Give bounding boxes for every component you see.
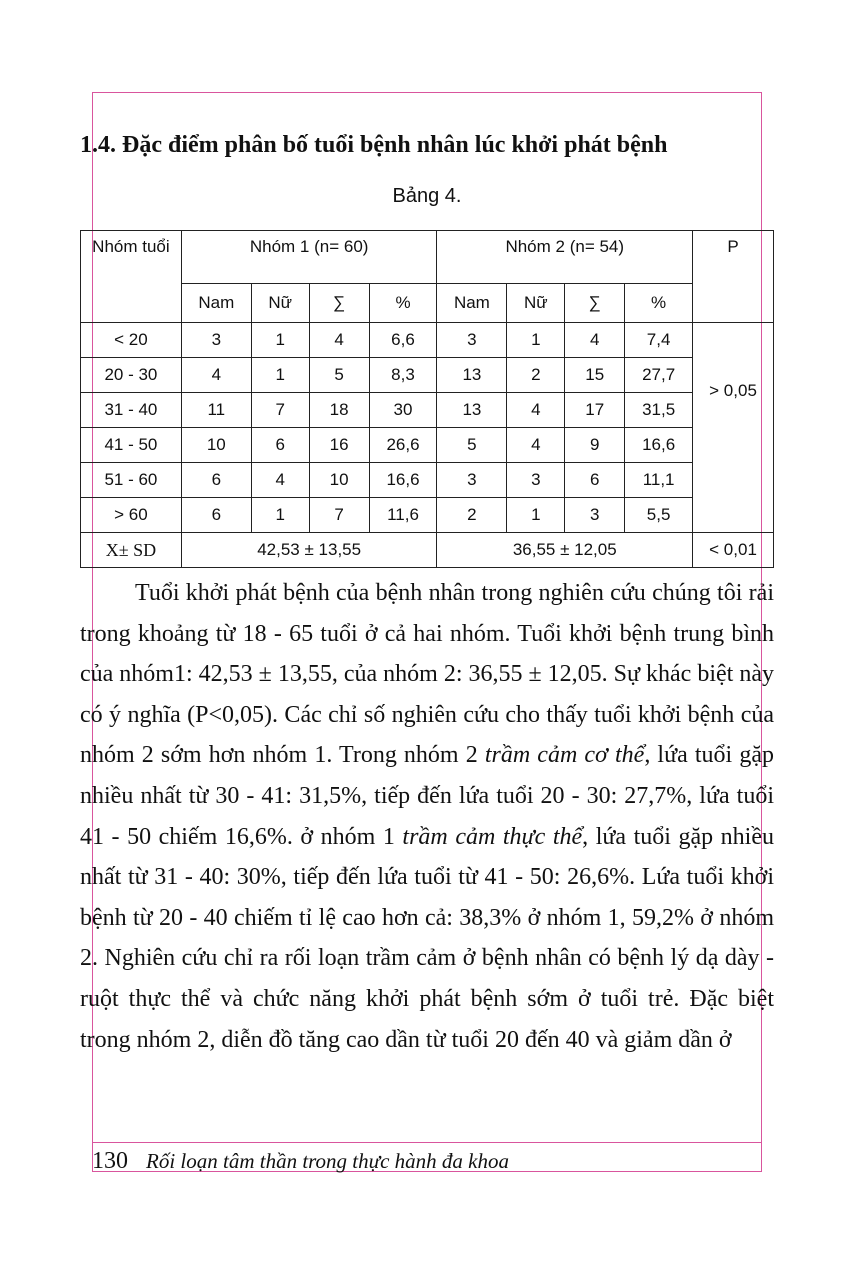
table-cell: 31,5: [625, 393, 693, 428]
table-cell: 17: [565, 393, 625, 428]
table-cell: 7: [309, 498, 369, 533]
table-cell: 13: [437, 358, 507, 393]
table-caption: Bảng 4.: [392, 185, 462, 207]
table-cell: 1: [251, 358, 309, 393]
subheader: Nam: [437, 284, 507, 323]
table-row: [81, 358, 774, 393]
row-header: Nhóm tuổi: [81, 231, 182, 323]
table-cell: 13: [437, 393, 507, 428]
body-italic-term: trầm cảm thực thể: [402, 823, 583, 850]
body-italic-term: trầm cảm cơ thể: [484, 742, 645, 769]
table-cell: 2: [437, 498, 507, 533]
page-footer: [92, 1148, 509, 1175]
running-title: Rối loạn tâm thần trong thực hành đa khoa: [146, 1149, 509, 1173]
page-number: 130: [92, 1148, 128, 1174]
table-cell: > 60: [81, 498, 182, 533]
table-cell: 11: [181, 393, 251, 428]
table-cell: 3: [507, 463, 565, 498]
table-cell: 4: [507, 393, 565, 428]
group1-header: Nhóm 1 (n= 60): [181, 231, 437, 284]
p-value-sd: < 0,01: [693, 533, 774, 568]
table-row-summary: [81, 533, 774, 568]
table-cell: 5: [309, 358, 369, 393]
body-text-run: Tuổi khởi phát bệnh của bệnh nhân trong nghiên cứu chúng tôi rải trong khoảng từ 18 - 65 tuổi ở cả hai nhóm. Tuổi khởi bệnh trung bình của nhóm1: 42,53 ± 13,55, của nhóm 2: 36,55 ± 12,05. Sự khác biệt này có ý nghĩa (P<0,05). Các chỉ số nghiên cứu cho thấy tuổi khởi bệnh của nhóm 2 sớm hơn nhóm 1. Trong nhóm 2: [80, 580, 774, 769]
table-cell: 18: [309, 393, 369, 428]
table-cell: 4: [181, 358, 251, 393]
table-cell: 16,6: [369, 463, 437, 498]
table-cell: 1: [251, 323, 309, 358]
mean-sd-group2: 36,55 ± 12,05: [437, 533, 693, 568]
table-cell: 7,4: [625, 323, 693, 358]
table-cell: 6: [251, 428, 309, 463]
mean-sd-group1: 42,53 ± 13,55: [181, 533, 437, 568]
table-cell: 6: [565, 463, 625, 498]
table-cell: 3: [565, 498, 625, 533]
age-distribution-table: [80, 230, 774, 568]
table-cell: 26,6: [369, 428, 437, 463]
table-row: [81, 428, 774, 463]
table-cell: 4: [251, 463, 309, 498]
table-cell: < 20: [81, 323, 182, 358]
table-cell: 8,3: [369, 358, 437, 393]
table-cell: 6: [181, 498, 251, 533]
section-heading: 1.4. Đặc điểm phân bố tuổi bệnh nhân lúc khởi phát bệnh: [80, 132, 668, 158]
table-cell: 41 - 50: [81, 428, 182, 463]
table-cell: 51 - 60: [81, 463, 182, 498]
body-text-run: , lứa tuổi gặp nhiều nhất từ 30 - 41: 31,5%, tiếp đến lứa tuổi 20 - 30: 27,7%, lứa tuổi 41 - 50 chiếm 16,6%. ở nhóm 1: [80, 742, 774, 850]
table-cell: 20 - 30: [81, 358, 182, 393]
subheader: ∑: [565, 284, 625, 323]
mean-sd-label: X± SD: [81, 533, 182, 568]
table-cell: 10: [181, 428, 251, 463]
subheader: ∑: [309, 284, 369, 323]
table-cell: 27,7: [625, 358, 693, 393]
table-cell: 3: [181, 323, 251, 358]
table-cell: 11,6: [369, 498, 437, 533]
table-row: [81, 498, 774, 533]
table-cell: 4: [565, 323, 625, 358]
table-row: [81, 323, 774, 358]
subheader: Nữ: [251, 284, 309, 323]
subheader: Nữ: [507, 284, 565, 323]
subheader: Nam: [181, 284, 251, 323]
layout-guide: [92, 1142, 762, 1143]
table-cell: 4: [507, 428, 565, 463]
table-cell: 9: [565, 428, 625, 463]
body-text-run: , lứa tuổi gặp nhiều nhất từ 31 - 40: 30%, tiếp đến lứa tuổi từ 41 - 50: 26,6%. Lứa tuổi khởi bệnh từ 20 - 40 chiếm tỉ lệ cao hơn cả: 38,3% ở nhóm 1, 59,2% ở nhóm 2. Nghiên cứu chỉ ra rối loạn trầm cảm ở bệnh nhân có bệnh lý dạ dày - ruột thực thể và chức năng khởi phát bệnh sớm ở tuổi trẻ. Đặc biệt trong nhóm 2, diễn đồ tăng cao dần từ tuổi 20 đến 40 và giảm dần ở: [80, 823, 774, 1053]
table-row: [81, 463, 774, 498]
body-paragraph: [80, 573, 774, 1060]
table-cell: 7: [251, 393, 309, 428]
table-cell: 3: [437, 323, 507, 358]
table-cell: 1: [507, 498, 565, 533]
table-cell: 6: [181, 463, 251, 498]
p-header: P: [693, 231, 774, 323]
subheader: %: [625, 284, 693, 323]
table-cell: 30: [369, 393, 437, 428]
table-cell: 5,5: [625, 498, 693, 533]
table-cell: 5: [437, 428, 507, 463]
table-cell: 1: [251, 498, 309, 533]
table-cell: 16: [309, 428, 369, 463]
table-cell: 31 - 40: [81, 393, 182, 428]
subheader: %: [369, 284, 437, 323]
table-row: [81, 393, 774, 428]
table-cell: 1: [507, 323, 565, 358]
table-cell: 3: [437, 463, 507, 498]
table-cell: 16,6: [625, 428, 693, 463]
table-cell: 6,6: [369, 323, 437, 358]
group2-header: Nhóm 2 (n= 54): [437, 231, 693, 284]
p-value-cell: > 0,05: [693, 323, 774, 533]
table-cell: 4: [309, 323, 369, 358]
table-cell: 15: [565, 358, 625, 393]
table-cell: 2: [507, 358, 565, 393]
table-cell: 11,1: [625, 463, 693, 498]
table-cell: 10: [309, 463, 369, 498]
